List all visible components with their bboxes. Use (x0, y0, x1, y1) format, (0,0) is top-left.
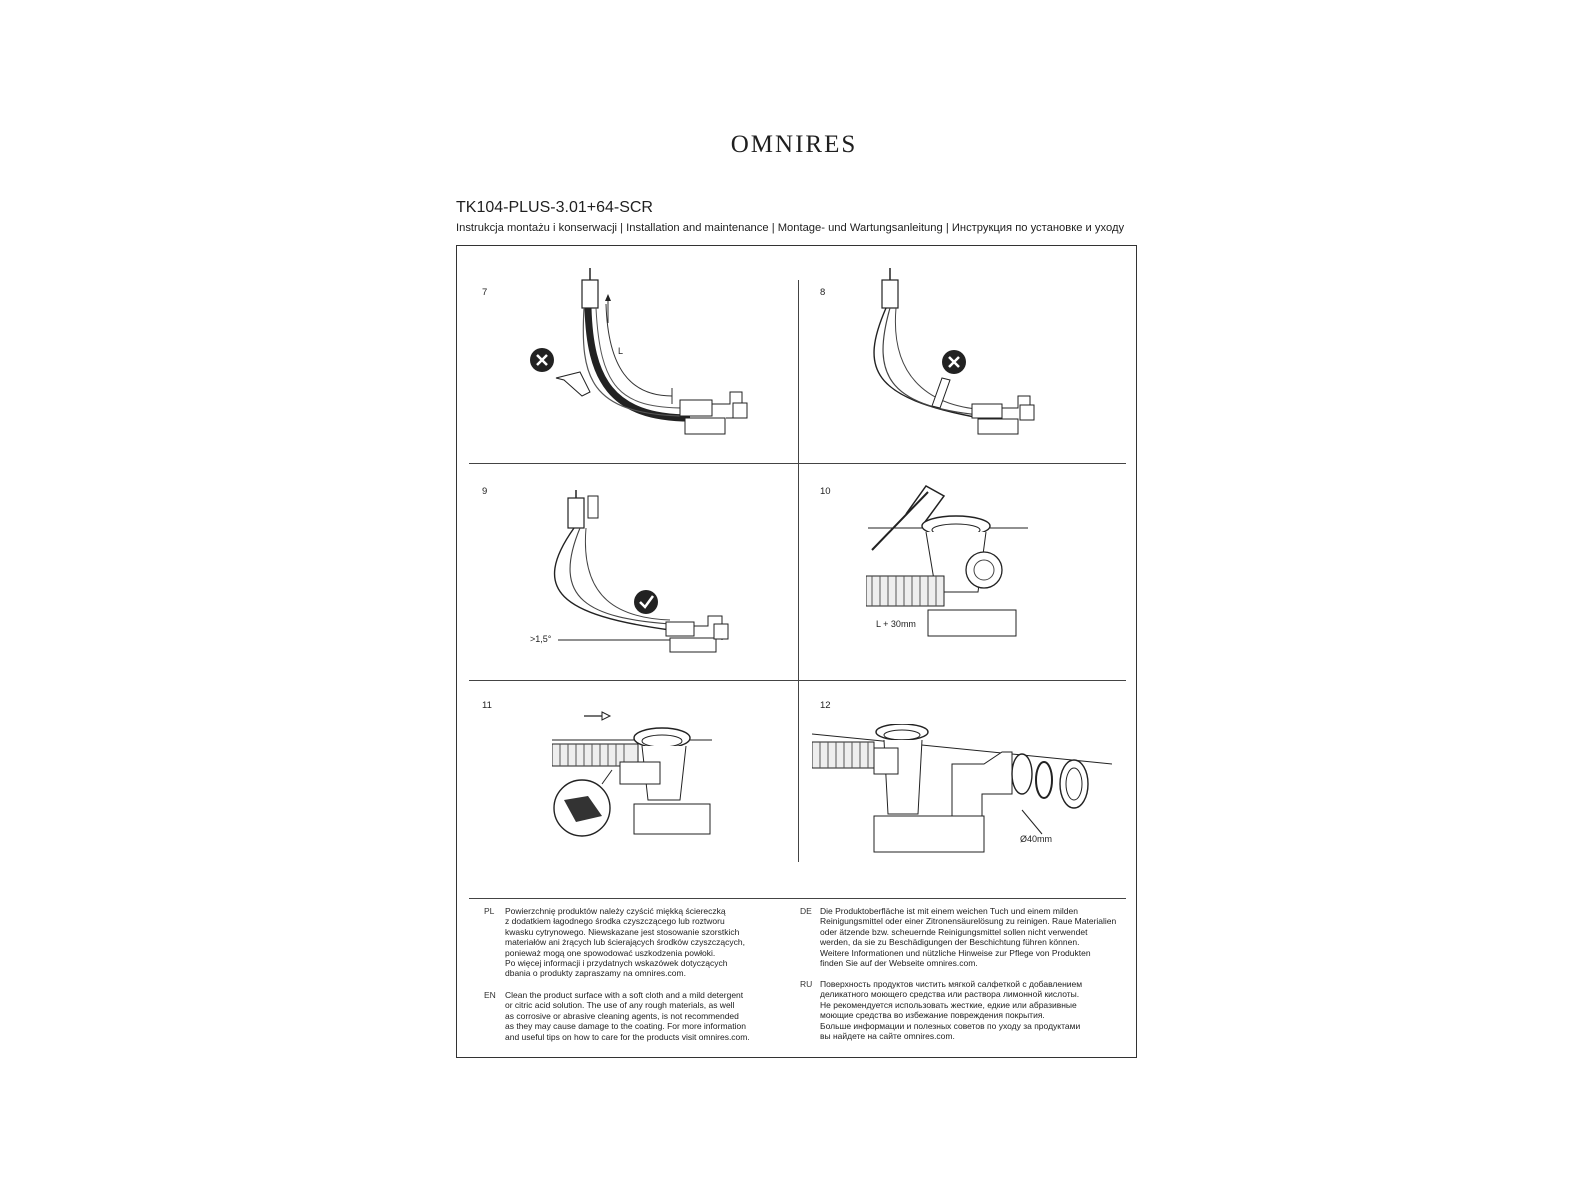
diameter-label: Ø40mm (1020, 834, 1053, 844)
grid-divider-vertical-1 (798, 280, 799, 463)
care-text-en: Clean the product surface with a soft cloth and a mild detergent or citric acid solution. The use of any rough materials, as well as corrosive or abrasive cleaning agents, is not recommended as they may cause damage to the coating. For more information and useful tips on how to care for the products visit omnires.com. (505, 990, 750, 1042)
care-lang-en: EN (484, 990, 496, 1000)
cut-length-label: L + 30mm (876, 619, 916, 629)
step-11-number: 11 (482, 700, 492, 711)
subtitle: Instrukcja montażu i konserwacji | Installation and maintenance | Montage- und Wartungsanleitung | Инструкция по установке и уходу (456, 222, 1125, 234)
care-lang-pl: PL (484, 906, 495, 916)
step-8-illustration (860, 268, 1060, 448)
step-10-number: 10 (820, 486, 831, 497)
step-12-illustration (812, 724, 1112, 874)
care-text-ru: Поверхность продуктов чистить мягкой салфеткой с добавлением деликатного моющего средства или раствора лимонной кислоты. Не рекомендуется использовать жесткие, едкие или абразивные моющие средства во избежание повреждения покрытия. Больше информации и полезных советов по уходу за продуктами вы найдете на сайте omnires.com. (820, 979, 1083, 1042)
step-10-illustration (866, 482, 1028, 662)
step-12-number: 12 (820, 700, 831, 711)
angle-label: >1,5° (530, 634, 552, 644)
step-9-number: 9 (482, 486, 488, 497)
step-8-number: 8 (820, 287, 826, 298)
care-text-pl: Powierzchnię produktów należy czyścić miękką ściereczką z dodatkiem łagodnego środka czyszczącego lub roztworu kwasku cytrynowego. Niewskazane jest stosowanie szorstkich materiałów ani żrących lub ścierających środków czyszczących, ponieważ mogą one spowodować uszkodzenia powłoki. Po więcej informacji i przydatnych wskazówek dotyczących dbania o produkty zapraszamy na omnires.com. (505, 906, 745, 979)
step-7-number: 7 (482, 287, 488, 298)
model-title: TK104-PLUS-3.01+64-SCR (456, 199, 653, 216)
step-7-illustration (530, 268, 770, 448)
dimension-label-l: L (618, 346, 624, 356)
care-lang-de: DE (800, 906, 812, 916)
care-lang-ru: RU (800, 979, 813, 989)
brand-logo: OMNIRES (730, 131, 858, 158)
grid-divider-h3 (469, 898, 1126, 899)
step-11-illustration (552, 704, 712, 864)
grid-divider-vertical-3 (798, 680, 799, 862)
step-9-illustration (530, 490, 770, 670)
care-text-de: Die Produktoberfläche ist mit einem weichen Tuch und einem milden Reinigungsmittel oder einer Zitronensäurelösung zu reinigen. Raue Materialien oder ätzende bzw. scheuernde Reinigungsmittel sollen nicht verwendet werden, da sie zu Beschädigungen der Beschichtung führen können. Weitere Informationen und nützliche Hinweise zur Pflege von Produkten finden Sie auf der Webseite omnires.com. (820, 906, 1117, 969)
grid-divider-vertical-2 (798, 463, 799, 680)
